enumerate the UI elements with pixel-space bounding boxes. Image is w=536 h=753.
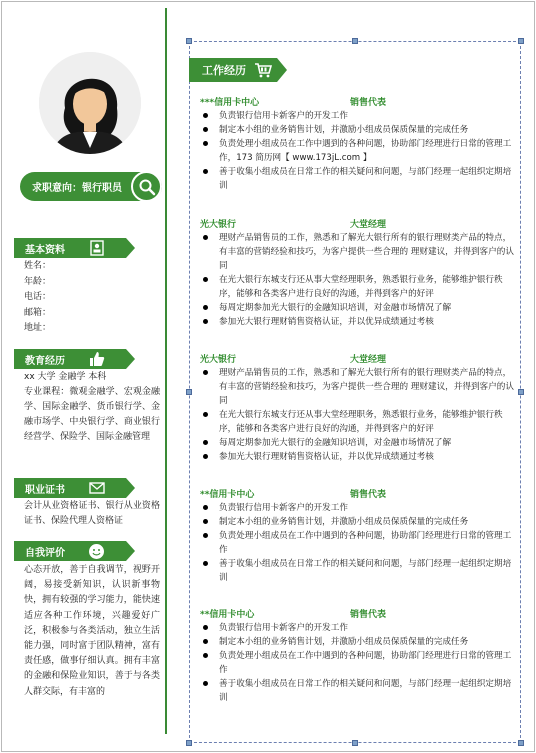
- list-item: 参加光大银行理财销售资格认证，并以优异成绩通过考核: [200, 450, 516, 464]
- job-header: [200, 487, 516, 501]
- list-item: 在光大银行东城支行还从事大堂经理职务，熟悉银行业务，能够维护银行秩序，能够和各类客户进行良好的沟通，并得到客户的好评: [200, 273, 516, 301]
- field-age: 年龄：: [24, 276, 52, 287]
- avatar: [39, 52, 141, 154]
- field-address: 地址：: [24, 323, 52, 333]
- job-duties: [200, 231, 516, 329]
- avatar-illustration: [39, 52, 141, 154]
- list-item: 理财产品销售员的工作，熟悉和了解光大银行所有的银行理财类产品的特点，有丰富的营销经验和技巧，为客户提供一些合理的 理财建议，并得到客户的认同: [200, 231, 516, 273]
- envelope-icon: [88, 480, 105, 496]
- job-duties: [200, 621, 516, 705]
- job-role: 销售代表: [350, 98, 387, 108]
- list-item: 负责处理小组成员在工作中遇到的各种问题，协助部门经理进行日常的管理工作，173 简历网【 www.173jL.com 】: [200, 137, 516, 165]
- resize-handle-mid-left[interactable]: [186, 389, 192, 395]
- job-company: 光大银行: [200, 355, 237, 365]
- id-card-icon: [88, 240, 105, 256]
- basic-info-list: [24, 259, 51, 337]
- field-email: 邮箱：: [24, 307, 52, 318]
- job-company: 光大银行: [200, 220, 237, 230]
- list-item: 制定本小组的业务销售计划，并激励小组成员保质保量的完成任务: [200, 123, 516, 137]
- job-company: **信用卡中心: [200, 610, 255, 620]
- education-courses: 专业课程：微观金融学、宏观金融学、国际金融学、货币银行学、金融市场学、中央银行学、商业银行经营学、保险学、国际金融管理: [24, 387, 160, 442]
- job-company: ***信用卡中心: [200, 98, 260, 108]
- job-entry-3: [200, 352, 516, 464]
- section-certificates-title: 职业证书: [25, 484, 65, 496]
- section-work-experience: [189, 58, 277, 82]
- resize-handle-bottom-mid[interactable]: [352, 740, 358, 746]
- section-work-experience-title: 工作经历: [202, 64, 246, 77]
- field-phone: 电话：: [24, 292, 52, 302]
- list-item: 善于收集小组成员在日常工作的相关疑问和问题，与部门经理一起组织定期培训: [200, 557, 516, 585]
- list-item: 负责银行信用卡新客户的开发工作: [200, 501, 516, 515]
- education-degree: xx 大学 金融学 本科: [24, 372, 107, 382]
- resize-handle-bottom-left[interactable]: [186, 740, 192, 746]
- job-duties: [200, 109, 516, 193]
- job-header: [200, 607, 516, 621]
- job-role: 销售代表: [350, 490, 387, 500]
- resize-handle-mid-right[interactable]: [518, 389, 524, 395]
- section-basic-info: [14, 238, 126, 258]
- job-header: [200, 217, 516, 231]
- list-item: 每周定期参加光大银行的金融知识培训，对金融市场情况了解: [200, 301, 516, 315]
- list-item: 善于收集小组成员在日常工作的相关疑问和问题，与部门经理一起组织定期培训: [200, 165, 516, 193]
- section-self-evaluation: [14, 541, 126, 561]
- list-item: 善于收集小组成员在日常工作的相关疑问和问题，与部门经理一起组织定期培训: [200, 677, 516, 705]
- list-item: 负责处理小组成员在工作中遇到的各种问题，协助部门经理进行日常的管理工作: [200, 649, 516, 677]
- self-evaluation-text: 心态开放，善于自我调节，视野开阔，易接受新知识，认识新事物快，拥有较强的学习能力，能快速适应各种工作环境，兴趣爱好广泛，积极参与各类活动，独立生活能力强，同时富于团队精神，富有责任感，做事仔细认真。拥有丰富的金融和保险业知识，善于与各类人群交际，有丰富的: [24, 565, 160, 697]
- list-item: 制定本小组的业务销售计划，并激励小组成员保质保量的完成任务: [200, 515, 516, 529]
- job-intent-banner: [20, 172, 162, 201]
- list-item: 负责处理小组成员在工作中遇到的各种问题，协助部门经理进行日常的管理工作: [200, 529, 516, 557]
- job-intent-text: 求职意向：银行职员: [32, 183, 122, 194]
- certificates-text: 会计从业资格证书、银行从业资格证书、保险代理人资格证: [24, 501, 160, 526]
- list-item: 理财产品销售员的工作，熟悉和了解光大银行所有的银行理财类产品的特点，有丰富的营销经验和技巧，为客户提供一些合理的 理财建议，并得到客户的认同: [200, 366, 516, 408]
- job-role: 大堂经理: [350, 355, 387, 365]
- list-item: 参加光大银行理财销售资格认证，并以优异成绩通过考核: [200, 315, 516, 329]
- section-education: [14, 349, 126, 369]
- job-entry-5: [200, 607, 516, 705]
- cart-icon: [254, 61, 272, 82]
- section-basic-info-title: 基本资料: [25, 244, 65, 256]
- list-item: 负责银行信用卡新客户的开发工作: [200, 621, 516, 635]
- job-duties: [200, 366, 516, 464]
- search-icon: [131, 171, 162, 202]
- section-self-evaluation-title: 自我评价: [25, 547, 65, 559]
- section-certificates: [14, 478, 126, 498]
- list-item: 每周定期参加光大银行的金融知识培训，对金融市场情况了解: [200, 436, 516, 450]
- field-name: 姓名：: [24, 261, 52, 271]
- thumbs-up-icon: [88, 351, 105, 367]
- job-role: 大堂经理: [350, 220, 387, 230]
- job-company: **信用卡中心: [200, 490, 255, 500]
- job-entry-2: [200, 217, 516, 329]
- smiley-icon: [88, 543, 105, 559]
- job-entry-1: [200, 95, 516, 193]
- section-education-title: 教育经历: [25, 355, 65, 367]
- job-header: [200, 352, 516, 366]
- resize-handle-top-mid[interactable]: [352, 38, 358, 44]
- resize-handle-bottom-right[interactable]: [518, 740, 524, 746]
- list-item: 在光大银行东城支行还从事大堂经理职务，熟悉银行业务，能够维护银行秩序，能够和各类客户进行良好的沟通，并得到客户的好评: [200, 408, 516, 436]
- resize-handle-top-left[interactable]: [186, 38, 192, 44]
- list-item: 制定本小组的业务销售计划，并激励小组成员保质保量的完成任务: [200, 635, 516, 649]
- job-duties: [200, 501, 516, 585]
- job-entry-4: [200, 487, 516, 585]
- job-role: 销售代表: [350, 610, 387, 620]
- resize-handle-top-right[interactable]: [518, 38, 524, 44]
- list-item: 负责银行信用卡新客户的开发工作: [200, 109, 516, 123]
- job-header: [200, 95, 516, 109]
